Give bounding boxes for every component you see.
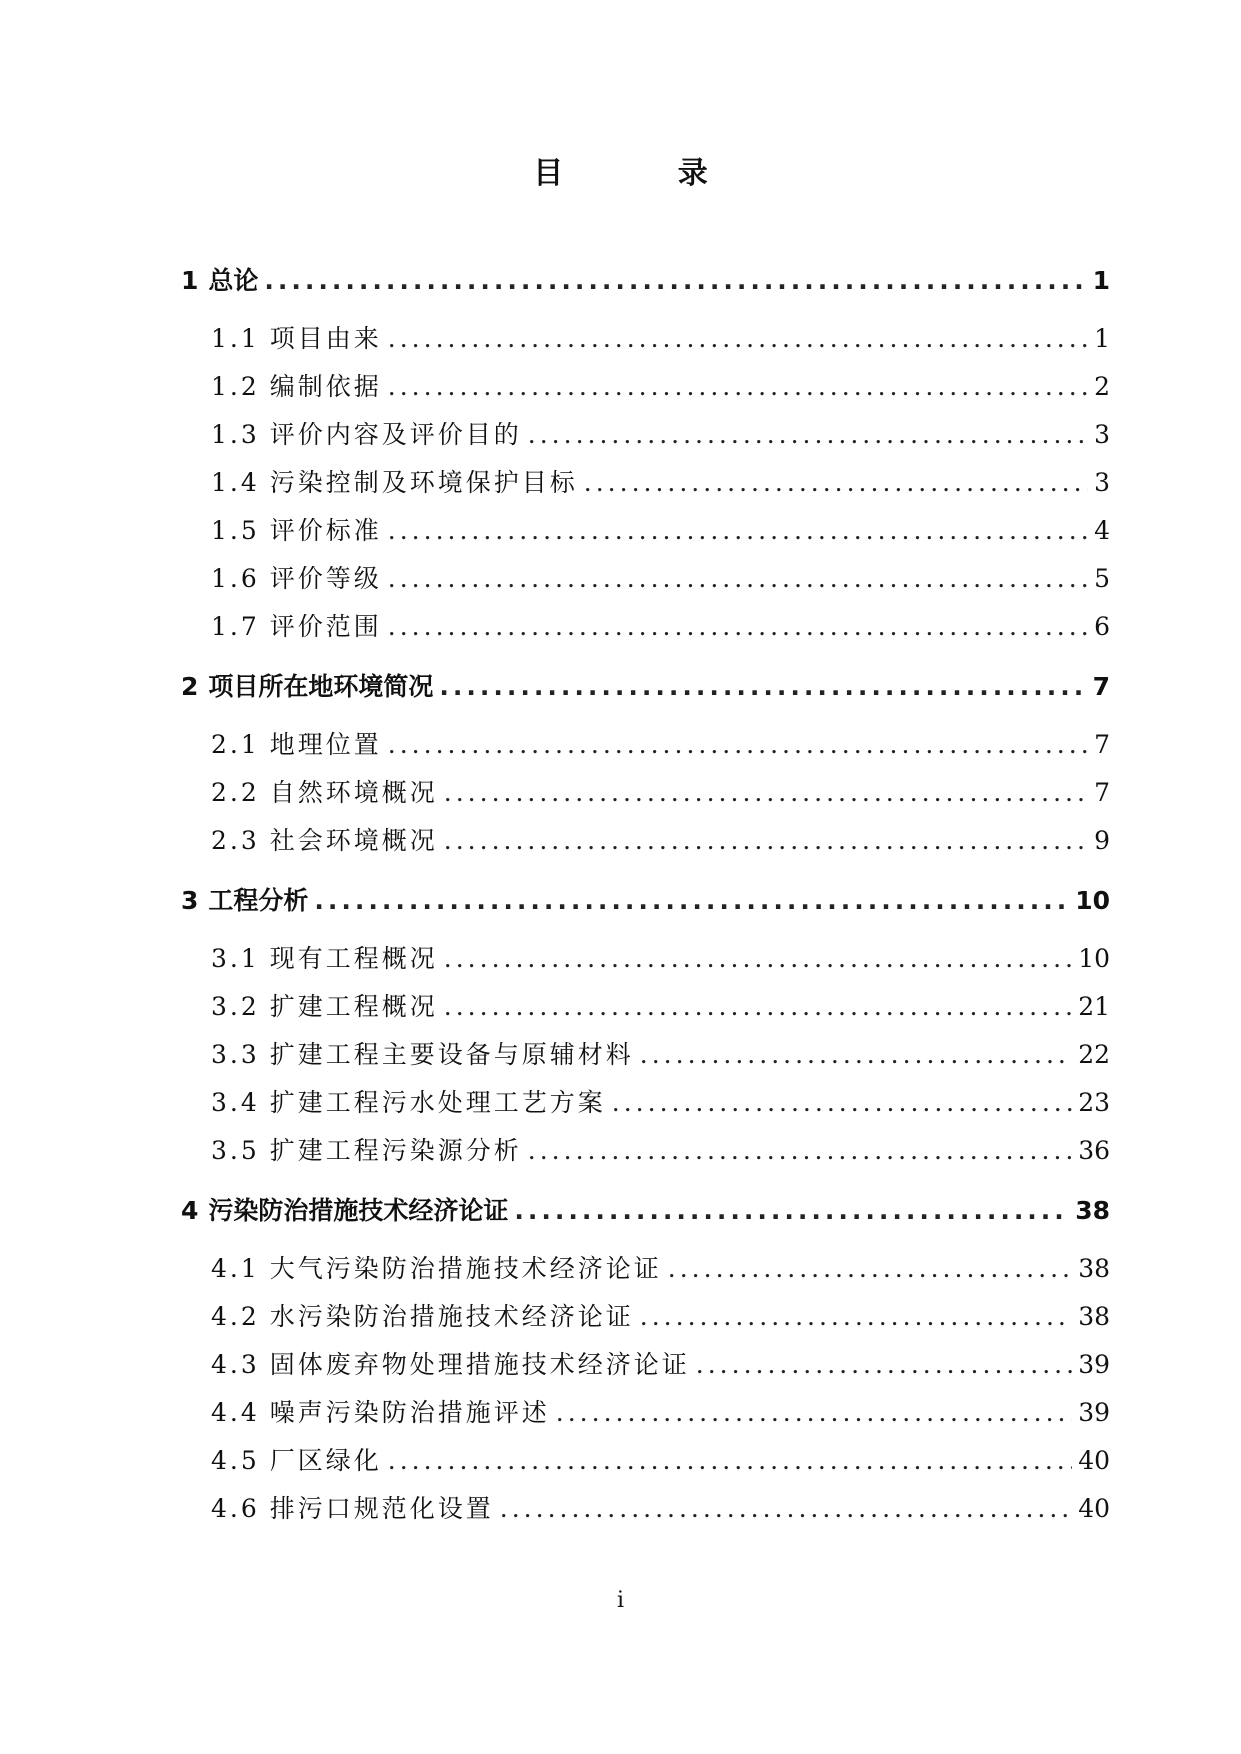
toc-section-entry[interactable] [181,1300,1110,1348]
toc-entry-title: 自然环境概况 [269,778,438,807]
toc-entry-number: 1.3 [211,420,260,449]
toc-entry-title: 编制依据 [269,372,382,401]
toc-entry-page: 22 [1078,1040,1110,1069]
toc-section-entry[interactable] [181,466,1110,514]
toc-dot-leader [640,1300,1072,1334]
toc-entry-title: 污染控制及环境保护目标 [269,468,578,497]
toc-entry-title: 噪声污染防治措施评述 [269,1398,550,1427]
toc-entry-page: 38 [1078,1302,1110,1331]
toc-entry-page: 40 [1078,1494,1110,1523]
toc-section-entry[interactable] [181,1348,1110,1396]
toc-entry-title: 大气污染防治措施技术经济论证 [269,1254,662,1283]
toc-dot-leader [696,1348,1072,1382]
toc-section-entry[interactable] [181,1086,1110,1134]
toc-dot-leader [584,466,1088,500]
toc-dot-leader [640,1038,1072,1072]
toc-section-entry[interactable] [181,728,1110,776]
toc-entry-title: 扩建工程污水处理工艺方案 [269,1088,606,1117]
toc-chapter-entry[interactable] [181,264,1110,312]
toc-entry-number: 3 [181,886,199,915]
toc-entry-number: 3.1 [211,944,260,973]
toc-section-entry[interactable] [181,1252,1110,1300]
toc-entry-page: 2 [1094,372,1110,401]
toc-entry-title: 固体废弃物处理措施技术经济论证 [269,1350,690,1379]
toc-dot-leader [388,514,1088,548]
toc-entry-number: 4.2 [211,1302,260,1331]
toc-dot-leader [388,1444,1072,1478]
toc-dot-leader [388,322,1088,356]
toc-section-entry[interactable] [181,610,1110,658]
toc-entry-title: 扩建工程主要设备与原辅材料 [269,1040,634,1069]
toc-entry-page: 10 [1078,944,1110,973]
toc-dot-leader [528,418,1088,452]
toc-section-entry[interactable] [181,322,1110,370]
toc-entry-number: 1.2 [211,372,260,401]
toc-entry-page: 1 [1092,266,1110,295]
toc-section-entry[interactable] [181,1134,1110,1182]
toc-section-entry[interactable] [181,1396,1110,1444]
toc-dot-leader [439,670,1086,704]
toc-entry-page: 38 [1075,1196,1110,1225]
toc-entry-number: 3.5 [211,1136,260,1165]
toc-entry-page: 1 [1094,324,1110,353]
toc-section-entry[interactable] [181,776,1110,824]
toc-entry-title: 现有工程概况 [269,944,438,973]
toc-entry-number: 2.1 [211,730,260,759]
toc-section-entry[interactable] [181,1038,1110,1086]
toc-entry-page: 3 [1094,468,1110,497]
toc-entry-page: 23 [1078,1088,1110,1117]
toc-entry-number: 3.4 [211,1088,260,1117]
toc-section-entry[interactable] [181,990,1110,1038]
toc-entry-title: 社会环境概况 [269,826,438,855]
toc-chapter-entry[interactable] [181,670,1110,718]
toc-entry-number: 3.3 [211,1040,260,1069]
toc-entry-title: 评价范围 [269,612,382,641]
toc-entry-title: 评价标准 [269,516,382,545]
toc-section-entry[interactable] [181,562,1110,610]
page-number: i [616,1588,625,1613]
toc-entry-page: 36 [1078,1136,1110,1165]
toc-section-entry[interactable] [181,418,1110,466]
toc-entry-title: 总论 [208,266,259,295]
toc-dot-leader [444,942,1072,976]
toc-entry-page: 9 [1094,826,1110,855]
toc-dot-leader [388,562,1088,596]
toc-entry-page: 39 [1078,1398,1110,1427]
toc-entry-title: 扩建工程污染源分析 [269,1136,522,1165]
toc-entry-title: 地理位置 [269,730,382,759]
toc-dot-leader [514,1194,1069,1228]
toc-entry-page: 3 [1094,420,1110,449]
toc-entry-title: 污染防治措施技术经济论证 [208,1196,509,1225]
toc-entry-page: 21 [1078,992,1110,1021]
toc-section-entry[interactable] [181,1492,1110,1540]
page-title: 目 录 [533,156,760,191]
toc-entry-number: 4.3 [211,1350,260,1379]
toc-entry-page: 5 [1094,564,1110,593]
toc-entry-title: 厂区绿化 [269,1446,382,1475]
toc-dot-leader [528,1134,1072,1168]
toc-entry-number: 2.3 [211,826,260,855]
table-of-contents [181,264,1110,1540]
toc-entry-title: 评价内容及评价目的 [269,420,522,449]
toc-entry-title: 项目由来 [269,324,382,353]
toc-entry-title: 评价等级 [269,564,382,593]
toc-entry-page: 7 [1092,672,1110,701]
toc-entry-title: 工程分析 [208,886,309,915]
toc-dot-leader [314,884,1069,918]
toc-entry-page: 7 [1094,730,1110,759]
toc-entry-page: 38 [1078,1254,1110,1283]
toc-entry-number: 1 [181,266,199,295]
toc-entry-page: 7 [1094,778,1110,807]
toc-chapter-entry[interactable] [181,884,1110,932]
toc-entry-title: 排污口规范化设置 [269,1494,494,1523]
toc-entry-number: 1.5 [211,516,260,545]
toc-section-entry[interactable] [181,942,1110,990]
toc-section-entry[interactable] [181,1444,1110,1492]
toc-dot-leader [500,1492,1072,1526]
toc-entry-number: 1.4 [211,468,260,497]
toc-entry-title: 项目所在地环境简况 [208,672,434,701]
toc-entry-title: 扩建工程概况 [269,992,438,1021]
toc-entry-number: 1.1 [211,324,260,353]
toc-entry-title: 水污染防治措施技术经济论证 [269,1302,634,1331]
toc-dot-leader [612,1086,1072,1120]
toc-dot-leader [264,264,1086,298]
toc-entry-number: 4.1 [211,1254,260,1283]
toc-section-entry[interactable] [181,370,1110,418]
toc-section-entry[interactable] [181,824,1110,872]
toc-chapter-entry[interactable] [181,1194,1110,1242]
toc-entry-number: 2.2 [211,778,260,807]
toc-dot-leader [388,370,1088,404]
toc-dot-leader [388,610,1088,644]
toc-entry-number: 1.6 [211,564,260,593]
toc-entry-page: 4 [1094,516,1110,545]
toc-dot-leader [444,990,1072,1024]
toc-entry-page: 10 [1075,886,1110,915]
toc-entry-page: 6 [1094,612,1110,641]
toc-entry-number: 1.7 [211,612,260,641]
toc-dot-leader [388,728,1088,762]
toc-entry-page: 40 [1078,1446,1110,1475]
toc-dot-leader [668,1252,1072,1286]
toc-dot-leader [556,1396,1072,1430]
toc-dot-leader [444,824,1088,858]
toc-entry-page: 39 [1078,1350,1110,1379]
toc-section-entry[interactable] [181,514,1110,562]
toc-entry-number: 3.2 [211,992,260,1021]
toc-dot-leader [444,776,1088,810]
toc-entry-number: 4.5 [211,1446,260,1475]
toc-entry-number: 4.6 [211,1494,260,1523]
toc-entry-number: 4.4 [211,1398,260,1427]
toc-entry-number: 4 [181,1196,199,1225]
toc-entry-number: 2 [181,672,199,701]
